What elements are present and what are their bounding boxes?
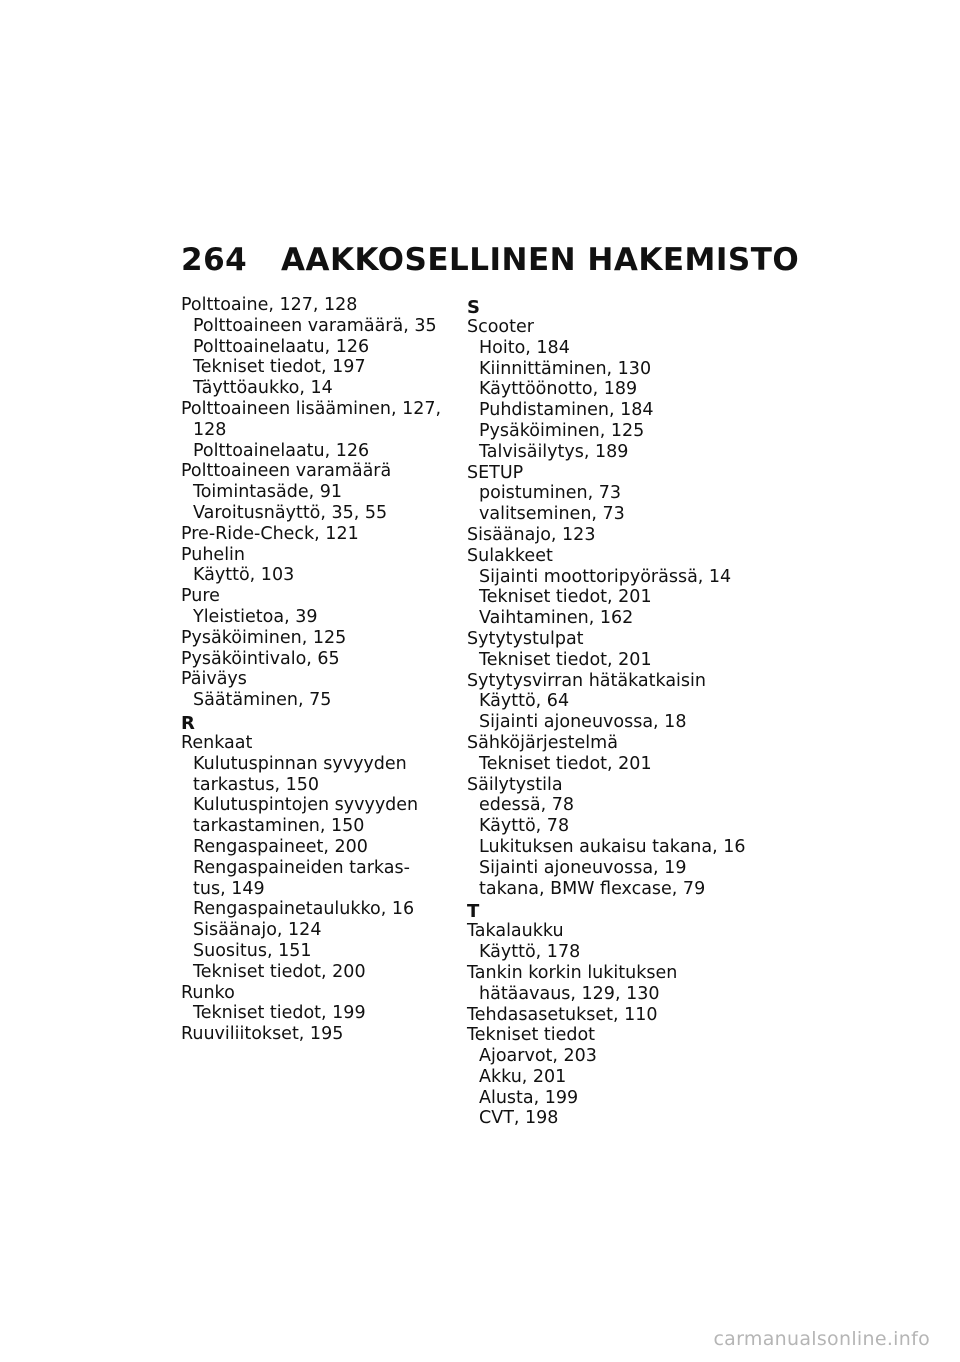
index-entry: Polttoaineen varamäärä <box>181 461 392 482</box>
index-subentry: Kulutuspintojen syvyyden <box>193 795 419 816</box>
index-subentry: Tekniset tiedot, 197 <box>193 357 366 378</box>
index-subentry: Ajoarvot, 203 <box>479 1046 597 1067</box>
index-subentry: Käyttö, 78 <box>479 816 570 837</box>
index-entry: Sytytystulpat <box>467 628 584 649</box>
watermark: carmanualsonline.info <box>713 1328 930 1350</box>
index-entry: Polttoaineen lisääminen, 127, <box>181 398 442 419</box>
index-letter-heading: R <box>181 712 195 734</box>
index-entry: Polttoaine, 127, 128 <box>181 295 358 315</box>
index-subentry: Polttoaineen varamäärä, 35 <box>193 315 437 336</box>
page-title: AAKKOSELLINEN HAKEMISTO <box>281 242 800 278</box>
index-letter-heading: S <box>467 297 480 318</box>
index-subentry: Pysäköiminen, 125 <box>479 420 645 441</box>
index-subentry: Tekniset tiedot, 201 <box>479 587 652 608</box>
index-subentry: Puhdistaminen, 184 <box>479 400 654 421</box>
index-subentry: Käyttö, 178 <box>479 942 581 963</box>
index-subentry: Tekniset tiedot, 199 <box>193 1003 366 1024</box>
index-entry: Sulakkeet <box>467 545 553 566</box>
index-entry: Tekniset tiedot <box>467 1025 596 1046</box>
index-entry: Runko <box>181 982 235 1003</box>
index-subentry: Käyttö, 103 <box>193 565 295 586</box>
index-subentry: Sijainti ajoneuvossa, 18 <box>479 712 687 733</box>
index-subentry: Akku, 201 <box>479 1066 567 1087</box>
index-entry: Sytytysvirran hätäkatkaisin <box>467 670 706 691</box>
index-subentry: Kiinnittäminen, 130 <box>479 358 652 379</box>
index-subentry: Suositus, 151 <box>193 940 312 961</box>
page-header <box>181 242 799 278</box>
index-entry: Säilytystila <box>467 774 563 795</box>
index-subentry: Sisäänajo, 124 <box>193 920 322 941</box>
index-subentry: poistuminen, 73 <box>479 483 621 504</box>
index-entry: Päiväys <box>181 669 247 690</box>
index-subentry: valitseminen, 73 <box>479 504 625 525</box>
index-subentry: CVT, 198 <box>479 1108 559 1129</box>
index-column-left <box>181 295 456 1045</box>
index-subentry: Rengaspaineiden tarkas- <box>193 857 410 878</box>
index-subentry: Tekniset tiedot, 201 <box>479 649 652 670</box>
index-subentry: Alusta, 199 <box>479 1087 579 1108</box>
index-subentry: Sijainti moottoripyörässä, 14 <box>479 566 732 587</box>
index-letter-heading: T <box>467 901 480 923</box>
index-subentry: Käyttöönotto, 189 <box>479 379 638 400</box>
index-entry: Takalaukku <box>467 921 564 942</box>
index-subentry: Rengaspaineet, 200 <box>193 836 368 857</box>
index-subentry: tarkastaminen, 150 <box>193 816 365 837</box>
index-entry: Puhelin <box>181 544 246 565</box>
index-entry: Tankin korkin lukituksen <box>467 962 678 983</box>
index-entry: Sisäänajo, 123 <box>467 524 596 545</box>
index-subentry: Polttoainelaatu, 126 <box>193 440 370 461</box>
index-entry: Tehdasasetukset, 110 <box>467 1004 658 1025</box>
index-subentry: Yleistietoa, 39 <box>193 606 318 627</box>
index-subentry: tarkastus, 150 <box>193 774 320 795</box>
index-column-right <box>467 295 762 1129</box>
index-subentry: Polttoainelaatu, 126 <box>193 336 370 357</box>
index-subentry: hätäavaus, 129, 130 <box>479 983 660 1004</box>
index-entry: Pure <box>181 586 220 607</box>
index-subentry: Kulutuspinnan syvyyden <box>193 753 407 774</box>
index-entry: Pysäköiminen, 125 <box>181 627 347 648</box>
index-subentry: Käyttö, 64 <box>479 691 570 712</box>
index-entry: Renkaat <box>181 732 253 753</box>
index-subentry: Talvisäilytys, 189 <box>479 441 629 462</box>
index-subentry: Varoitusnäyttö, 35, 55 <box>193 502 388 523</box>
index-entry: SETUP <box>467 462 524 483</box>
index-subentry: Hoito, 184 <box>479 337 570 358</box>
index-entry: Sähköjärjestelmä <box>467 732 618 753</box>
index-entry: Pre-Ride-Check, 121 <box>181 523 359 544</box>
index-subentry: tus, 149 <box>193 878 265 899</box>
index-subentry: Lukituksen aukaisu takana, 16 <box>479 836 746 857</box>
index-subentry: Toimintasäde, 91 <box>193 482 342 503</box>
index-subentry: 128 <box>193 419 227 440</box>
index-subentry: Tekniset tiedot, 200 <box>193 961 366 982</box>
index-subentry: Rengaspainetaulukko, 16 <box>193 899 415 920</box>
index-subentry: takana, BMW flexcase, 79 <box>479 878 706 899</box>
index-entry: Pysäköintivalo, 65 <box>181 648 340 669</box>
index-subentry: Säätäminen, 75 <box>193 690 332 711</box>
index-subentry: Täyttöaukko, 14 <box>193 378 333 399</box>
page-number: 264 <box>181 242 248 278</box>
index-subentry: edessä, 78 <box>479 795 574 816</box>
index-subentry: Vaihtaminen, 162 <box>479 608 634 629</box>
index-entry: Ruuviliitokset, 195 <box>181 1024 344 1045</box>
index-subentry: Tekniset tiedot, 201 <box>479 753 652 774</box>
index-entry: Scooter <box>467 317 534 337</box>
index-subentry: Sijainti ajoneuvossa, 19 <box>479 857 687 878</box>
